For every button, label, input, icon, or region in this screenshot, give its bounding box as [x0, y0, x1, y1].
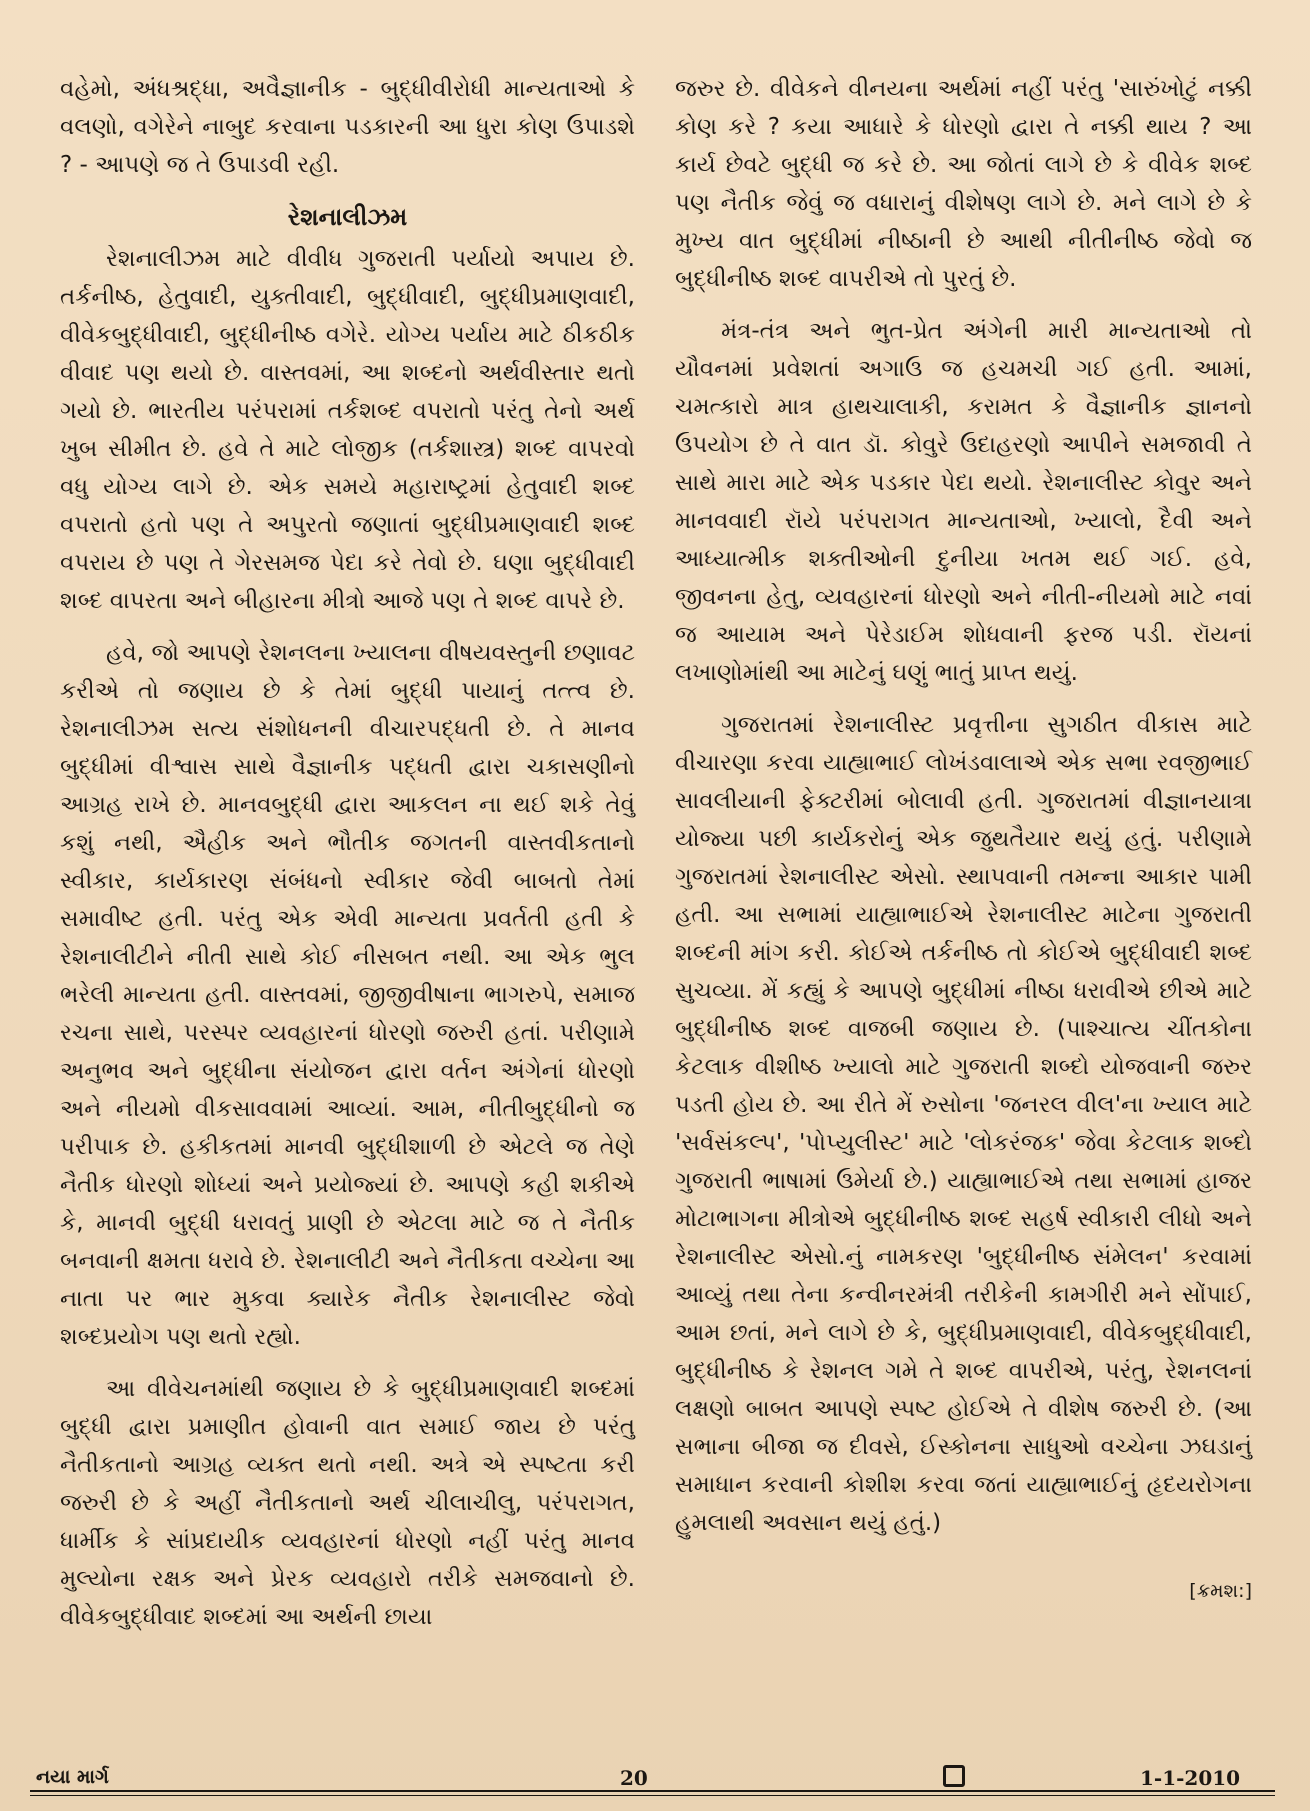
intro-paragraph: વહેમો, અંધશ્રદ્ધા, અવૈજ્ઞાનીક - બુદ્ધીવીરોધી માન્યતાઓ કે વલણો, વગેરેને નાબુદ કરવાના પડકારની આ ધુરા કોણ ઉપાડશે ? - આપણે જ તે ઉપાડવી રહી. [60, 76, 635, 178]
left-column [60, 70, 635, 1650]
paragraph: ગુજરાતમાં રેશનાલીસ્ટ પ્રવૃત્તીના સુગઠીત વીકાસ માટે વીચારણા કરવા યાહ્યાભાઈ લોખંડવાલાએ એક સભા રવજીભાઈ સાવલીયાની ફેક્ટરીમાં બોલાવી હતી. ગુજરાતમાં વીજ્ઞાનયાત્રા યોજ્યા પછી કાર્યકરોનું એક જુથતૈયાર થયું હતું. પરીણામે ગુજરાતમાં રેશનાલીસ્ટ એસો. સ્થાપવાની તમન્ના આકાર પામી હતી. આ સભામાં યાહ્યાભાઈએ રેશનાલીસ્ટ માટેના ગુજરાતી શબ્દની માંગ કરી. કોઈએ તર્કનીષ્ઠ તો કોઈએ બુદ્ધીવાદી શબ્દ સુચવ્યા. મેં કહ્યું કે આપણે બુદ્ધીમાં નીષ્ઠા ધરાવીએ છીએ માટે બુદ્ધીનીષ્ઠ શબ્દ વાજબી જણાય છે. (પાશ્ચાત્ય ચીંતકોના કેટલાક વીશીષ્ઠ ખ્યાલો માટે ગુજરાતી શબ્દો યોજવાની જરુર પડતી હોય છે. આ રીતે મેં રુસોના 'જનરલ વીલ'ના ખ્યાલ માટે 'સર્વસંકલ્પ', 'પોપ્યુલીસ્ટ' માટે 'લોકરંજક' જેવા કેટલાક શબ્દો ગુજરાતી ભાષામાં ઉમેર્યા છે.) યાહ્યાભાઈએ તથા સભામાં હાજર મોટાભાગના મીત્રોએ બુદ્ધીનીષ્ઠ શબ્દ સહર્ષ સ્વીકારી લીધો અને રેશનાલીસ્ટ એસો.નું નામકરણ 'બુદ્ધીનીષ્ઠ સંમેલન' કરવામાં આવ્યું તથા તેના કન્વીનરમંત્રી તરીકેની કામગીરી મને સોંપાઈ, આમ છતાં, મને લાગે છે કે, બુદ્ધીપ્રમાણવાદી, વીવેકબુદ્ધીવાદી, બુદ્ધીનીષ્ઠ કે રેશનલ ગમે તે શબ્દ વાપરીએ, પરંતુ, રેશનલનાં લક્ષણો બાબત આપણે સ્પષ્ટ હોઈએ તે વીશેષ જરુરી છે. (આ સભાના બીજા જ દીવસે, ઈસ્કોનના સાધુઓ વચ્ચેના ઝઘડાનું સમાધાન કરવાની કોશીશ કરવા જતાં યાહ્યાભાઈનું હૃદયરોગના હુમલાથી અવસાન થયું હતું.) [675, 712, 1252, 1536]
paragraph: જરુર છે. વીવેકને વીનયના અર્થમાં નહીં પરંતુ 'સારુંખોટું નક્કી કોણ કરે ? કયા આધારે કે ધોરણો દ્વારા તે નક્કી થાય ? આ કાર્ય છેવટે બુદ્ધી જ કરે છે. આ જોતાં લાગે છે કે વીવેક શબ્દ પણ નૈતીક જેવું જ વધારાનું વીશેષણ લાગે છે. મને લાગે છે કે મુખ્ય વાત બુદ્ધીમાં નીષ્ઠાની છે આથી નીતીનીષ્ઠ જેવો જ બુદ્ધીનીષ્ઠ શબ્દ વાપરીએ તો પુરતું છે. [675, 76, 1252, 292]
footer-divider-thin [30, 1795, 1275, 1796]
footer-divider [30, 1790, 1275, 1792]
paragraph: રેશનાલીઝમ માટે વીવીધ ગુજરાતી પર્યાયો અપાય છે. તર્કનીષ્ઠ, હેતુવાદી, યુક્તીવાદી, બુદ્ધીવાદી, બુદ્ધીપ્રમાણવાદી, વીવેકબુદ્ધીવાદી, બુદ્ધીનીષ્ઠ વગેરે. યોગ્ય પર્યાય માટે ઠીકઠીક વીવાદ પણ થયો છે. વાસ્તવમાં, આ શબ્દનો અર્થવીસ્તાર થતો ગયો છે. ભારતીય પરંપરામાં તર્કશબ્દ વપરાતો પરંતુ તેનો અર્થ ખુબ સીમીત છે. હવે તે માટે લોજીક (તર્કશાસ્ત્ર) શબ્દ વાપરવો વધુ યોગ્ય લાગે છે. એક સમયે મહારાષ્ટ્રમાં હેતુવાદી શબ્દ વપરાતો હતો પણ તે અપુરતો જણાતાં બુદ્ધીપ્રમાણવાદી શબ્દ વપરાય છે પણ તે ગેરસમજ પેદા કરે તેવો છે. ઘણા બુદ્ધીવાદી શબ્દ વાપરતા અને બીહારના મીત્રો આજે પણ તે શબ્દ વાપરે છે. [60, 246, 635, 614]
continued-label: [ક્રમશ:] [1189, 1580, 1252, 1602]
section-heading: રેશનાલીઝમ [287, 203, 408, 231]
end-square-icon [943, 1765, 965, 1787]
paragraph: મંત્ર-તંત્ર અને ભુત-પ્રેત અંગેની મારી માન્યતાઓ તો યૌવનમાં પ્રવેશતાં અગાઉ જ હચમચી ગઈ હતી. આમાં, ચમત્કારો માત્ર હાથચાલાકી, કરામત કે વૈજ્ઞાનીક જ્ઞાનનો ઉપયોગ છે તે વાત ડૉ. કોવુરે ઉદાહરણો આપીને સમજાવી તે સાથે મારા માટે એક પડકાર પેદા થયો. રેશનાલીસ્ટ કોવુર અને માનવવાદી રૉયે પરંપરાગત માન્યતાઓ, ખ્યાલો, દૈવી અને આધ્યાત્મીક શક્તીઓની દુનીયા ખતમ થઈ ગઈ. હવે, જીવનના હેતુ, વ્યવહારનાં ધોરણો અને નીતી-નીયમો માટે નવાં જ આયામ અને પેરેડાઈમ શોધવાની ફરજ પડી. રૉયનાં લખાણોમાંથી આ માટેનું ઘણું ભાતું પ્રાપ્ત થયું. [675, 318, 1252, 686]
right-column [675, 70, 1252, 1610]
magazine-name: નયા માર્ગ [36, 1766, 109, 1788]
paragraph: આ વીવેચનમાંથી જણાય છે કે બુદ્ધીપ્રમાણવાદી શબ્દમાં બુદ્ધી દ્વારા પ્રમાણીત હોવાની વાત સમાઈ જાય છે પરંતુ નૈતીકતાનો આગ્રહ વ્યક્ત થતો નથી. અત્રે એ સ્પષ્ટતા કરી જરુરી છે કે અહીં નૈતીકતાનો અર્થ ચીલાચીલુ, પરંપરાગત, ધાર્મીક કે સાંપ્રદાયીક વ્યવહારનાં ધોરણો નહીં પરંતુ માનવ મુલ્યોના રક્ષક અને પ્રેરક વ્યવહારો તરીકે સમજવાનો છે. વીવેકબુદ્ધીવાદ શબ્દમાં આ અર્થની છાયા [60, 1376, 635, 1630]
page-number: 20 [620, 1766, 648, 1790]
paragraph: હવે, જો આપણે રેશનલના ખ્યાલના વીષયવસ્તુની છણાવટ કરીએ તો જણાય છે કે તેમાં બુદ્ધી પાયાનું તત્ત્વ છે. રેશનાલીઝમ સત્ય સંશોધનની વીચારપદ્ધતી છે. તે માનવ બુદ્ધીમાં વીશ્વાસ સાથે વૈજ્ઞાનીક પદ્ધતી દ્વારા ચકાસણીનો આગ્રહ રાખે છે. માનવબુદ્ધી દ્વારા આકલન ના થઈ શકે તેવું કશું નથી, ઐહીક અને ભૌતીક જગતની વાસ્તવીકતાનો સ્વીકાર, કાર્યકારણ સંબંધનો સ્વીકાર જેવી બાબતો તેમાં સમાવીષ્ટ હતી. પરંતુ એક એવી માન્યતા પ્રવર્તતી હતી કે રેશનાલીટીને નીતી સાથે કોઈ નીસબત નથી. આ એક ભુલ ભરેલી માન્યતા હતી. વાસ્તવમાં, જીજીવીષાના ભાગરુપે, સમાજ રચના સાથે, પરસ્પર વ્યવહારનાં ધોરણો જરુરી હતાં. પરીણામે અનુભવ અને બુદ્ધીના સંયોજન દ્વારા વર્તન અંગેનાં ધોરણો અને નીયમો વીકસાવવામાં આવ્યાં. આમ, નીતીબુદ્ધીનો જ પરીપાક છે. હકીકતમાં માનવી બુદ્ધીશાળી છે એટલે જ તેણે નૈતીક ધોરણો શોધ્યાં અને પ્રયોજ્યાં છે. આપણે કહી શકીએ કે, માનવી બુદ્ધી ધરાવતું પ્રાણી છે એટલા માટે જ તે નૈતીક બનવાની ક્ષમતા ધરાવે છે. રેશનાલીટી અને નૈતીકતા વચ્ચેના આ નાતા પર ભાર મુકવા ક્યારેક નૈતીક રેશનાલીસ્ટ જેવો શબ્દપ્રયોગ પણ થતો રહ્યો. [60, 640, 635, 1350]
issue-date: 1-1-2010 [1140, 1766, 1241, 1790]
